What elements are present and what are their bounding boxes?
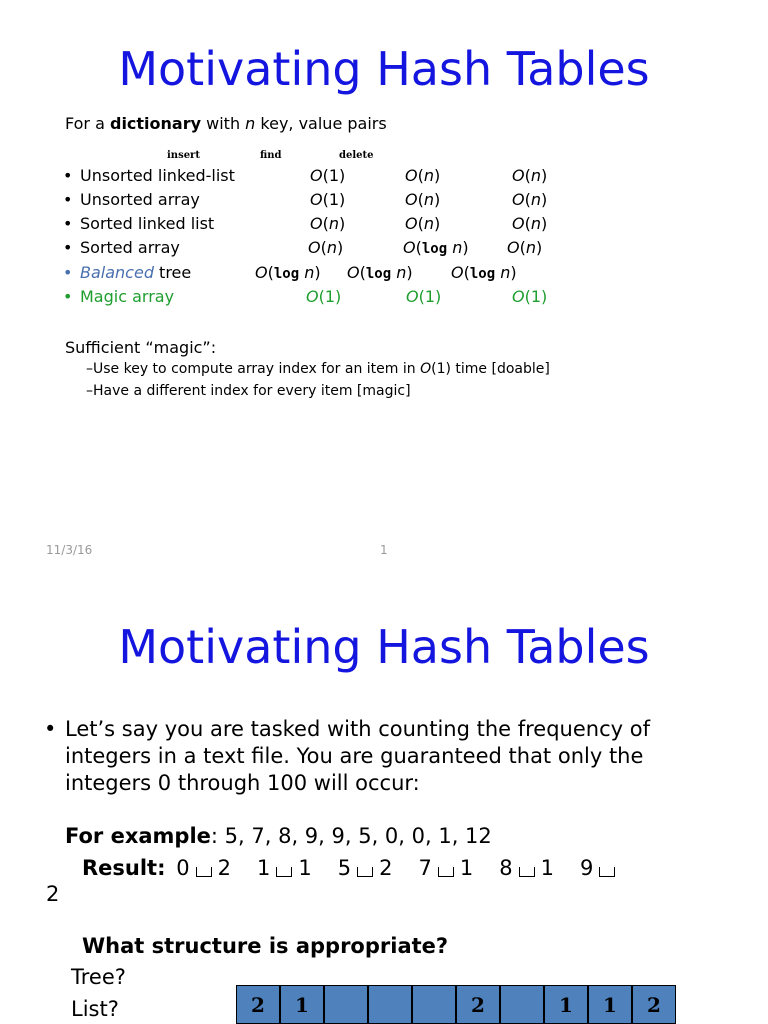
arrow-icon <box>196 867 212 877</box>
result-key: 7 <box>418 856 432 880</box>
result-value: 1 <box>459 856 474 880</box>
example-rest: : 5, 7, 8, 9, 9, 5, 0, 0, 1, 12 <box>210 824 492 848</box>
sub1-post: (1) time [doable] <box>431 361 550 377</box>
sufficient-heading: Sufficient “magic”: <box>65 338 217 357</box>
result-key: 5 <box>337 856 352 880</box>
complexity-c2: O(n) <box>405 190 441 209</box>
array-cell: 1 <box>544 985 588 1024</box>
footer-page: 1 <box>380 543 388 557</box>
intro-n: n <box>245 114 256 133</box>
sub-item-1 <box>86 361 550 377</box>
result-value: 1 <box>298 856 312 880</box>
row-bullet: • <box>63 263 73 282</box>
complexity-c2: O(n) <box>405 214 441 233</box>
result-key: 1 <box>256 856 271 880</box>
option-tree: Tree? <box>71 965 126 989</box>
para-line-1: Let’s say you are tasked with counting the frequency of <box>65 717 650 741</box>
result-pairs <box>172 856 621 880</box>
array-cell <box>412 985 456 1024</box>
complexity-c3: O(n) <box>512 166 548 185</box>
arrow-icon <box>357 867 373 877</box>
complexity-c3: O(1) <box>512 287 548 306</box>
sub-item-2 <box>86 383 411 399</box>
row-label: Unsorted linked-list <box>80 166 235 185</box>
question: What structure is appropriate? <box>82 934 449 958</box>
result-value: 1 <box>540 856 554 880</box>
header-delete: delete <box>339 150 374 161</box>
row-bullet: • <box>63 190 73 209</box>
arrow-icon <box>599 867 615 877</box>
complexity-c3: O(n) <box>512 214 548 233</box>
sub1-o: O <box>420 361 432 377</box>
array-cell: 2 <box>456 985 500 1024</box>
result-bold: Result: <box>82 856 166 880</box>
array-cell <box>368 985 412 1024</box>
result-key: 8 <box>499 856 513 880</box>
bullet: • <box>44 717 57 741</box>
intro-bold: dictionary <box>109 114 202 133</box>
complexity-c1: O(1) <box>306 287 342 306</box>
row-label-italic: Balanced <box>80 263 154 282</box>
result-key: 9 <box>579 856 594 880</box>
slide2-title: Motivating Hash Tables <box>118 620 650 674</box>
complexity-c3: O(n) <box>507 238 543 257</box>
complexity-c1: O(n) <box>308 238 344 257</box>
result-key: 0 <box>176 856 190 880</box>
footer-date: 11/3/16 <box>46 543 93 557</box>
result-value: 2 <box>217 856 231 880</box>
arrow-icon <box>438 867 454 877</box>
row-bullet: • <box>63 166 73 185</box>
row-label-rest: tree <box>153 263 192 282</box>
array-cell: 1 <box>280 985 324 1024</box>
complexity-c1: O(1) <box>310 166 346 185</box>
slide1-title: Motivating Hash Tables <box>118 42 650 96</box>
array-cell <box>324 985 368 1024</box>
example-line <box>65 823 492 850</box>
intro-mid: with <box>201 114 246 133</box>
header-find: find <box>260 150 282 161</box>
array-cell: 2 <box>632 985 676 1024</box>
result-pair <box>580 856 621 880</box>
intro-post: key, value pairs <box>255 114 387 133</box>
complexity-c2: O(n) <box>405 166 441 185</box>
row-bullet: • <box>63 238 73 257</box>
intro-line <box>65 114 387 133</box>
arrow-icon <box>519 867 535 877</box>
complexity-c2: O(1) <box>406 287 442 306</box>
result-pair <box>338 856 393 880</box>
intro-pre: For a <box>65 114 110 133</box>
result-pair <box>418 856 473 880</box>
row-label: Sorted array <box>80 238 180 257</box>
result-pair <box>499 856 554 880</box>
complexity-c2: O(log n) <box>347 263 413 282</box>
header-insert: insert <box>167 150 200 161</box>
option-list: List? <box>71 997 119 1021</box>
frequency-array <box>236 985 676 1024</box>
complexity-c2: O(log n) <box>403 238 469 257</box>
row-label: Sorted linked list <box>80 214 215 233</box>
row-label: Magic array <box>80 287 175 306</box>
example-bold: For example <box>65 824 211 848</box>
row-label <box>80 263 191 282</box>
complexity-c1: O(1) <box>310 190 346 209</box>
result-value: 2 <box>379 856 393 880</box>
sub1-pre: Use key to compute array index for an item in <box>93 361 421 377</box>
result-wrap: 2 <box>46 882 60 906</box>
complexity-c1: O(log n) <box>255 263 321 282</box>
row-label: Unsorted array <box>80 190 200 209</box>
result-line <box>82 855 722 882</box>
para-line-3: integers 0 through 100 will occur: <box>65 771 420 795</box>
result-pair <box>176 856 231 880</box>
para-line-2: integers in a text file. You are guaranteed that only the <box>65 744 644 768</box>
dash: – <box>86 361 93 377</box>
result-pair <box>257 856 312 880</box>
array-cell: 2 <box>236 985 280 1024</box>
dash: – <box>86 383 93 399</box>
complexity-c3: O(n) <box>512 190 548 209</box>
complexity-c1: O(n) <box>310 214 346 233</box>
arrow-icon <box>276 867 292 877</box>
row-bullet: • <box>63 287 73 306</box>
sub2-text: Have a different index for every item [magic] <box>93 383 411 399</box>
array-cell <box>500 985 544 1024</box>
row-bullet: • <box>63 214 73 233</box>
complexity-c3: O(log n) <box>451 263 517 282</box>
array-cell: 1 <box>588 985 632 1024</box>
